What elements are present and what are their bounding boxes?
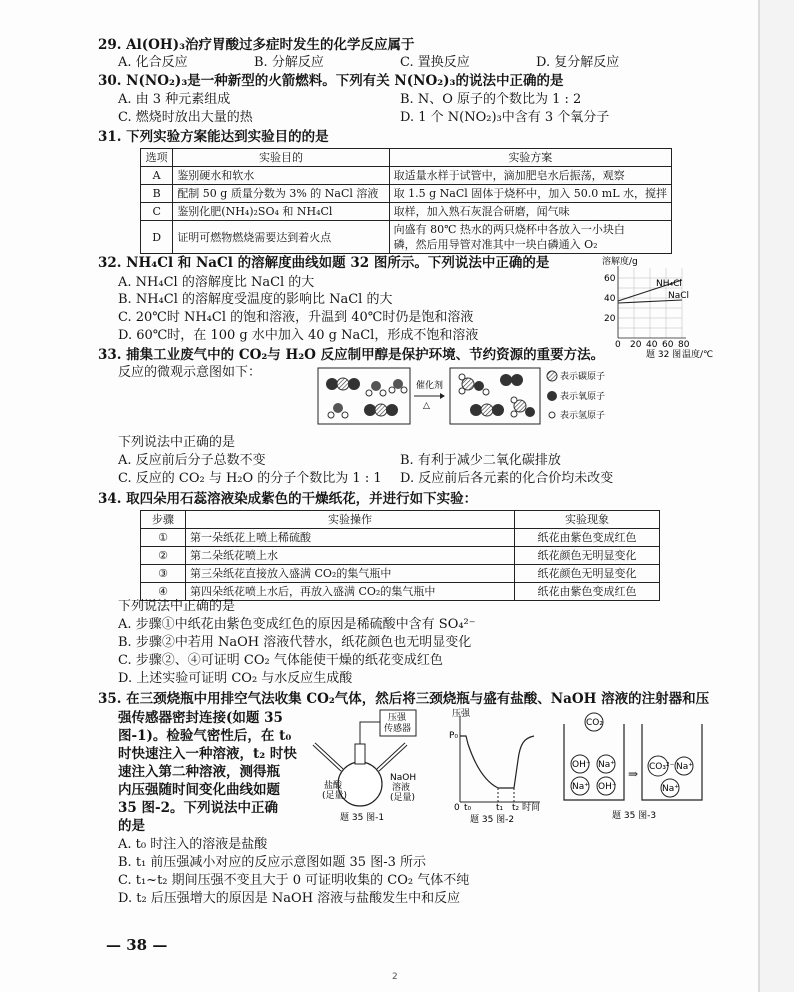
q35-right-label3: (足量) — [390, 793, 416, 803]
q35-ion-oh-label: OH⁻ — [598, 782, 617, 792]
q32-ytick: 40 — [604, 294, 616, 304]
q35-ion-co3-label: CO₃²⁻ — [649, 762, 675, 772]
page-number: — 38 — — [106, 936, 168, 954]
q34-option-b: B. 步骤②中若用 NaOH 溶液代替水，纸花颜色也无明显变化 — [118, 635, 472, 650]
q31-cell-plan: 取适量水样于试管中，滴加肥皂水后振荡，观察 — [389, 167, 671, 185]
q34-cell-step: ② — [141, 547, 186, 565]
q35-pressure-curve — [460, 736, 534, 788]
q31-cell-plan: 取样，加入熟石灰混合研磨，闻气味 — [389, 203, 671, 221]
q35-stem-line2: 强传感器密封连接(如题 35 — [118, 710, 283, 726]
q32-option-b: B. NH₄Cl 的溶解度受温度的影响比 NaCl 的大 — [118, 292, 393, 307]
q30-option-c: C. 燃烧时放出大量的热 — [118, 110, 253, 125]
q31-cell-goal: 证明可燃物燃烧需要达到着火点 — [173, 221, 389, 254]
q31-cell-plan — [389, 221, 671, 254]
q33-option-a: A. 反应前后分子总数不变 — [118, 453, 266, 468]
q29-option-c: C. 置换反应 — [400, 55, 470, 70]
q30-stem: 30. N(NO₂)₃是一种新型的火箭燃料。下列有关 N(NO₂)₃的说法中正确的是 — [98, 73, 564, 89]
q34-cell-result: 纸花由紫色变成红色 — [515, 529, 660, 547]
q31-stem: 31. 下列实验方案能达到实验目的的是 — [98, 129, 329, 145]
q35-sensor-label2: 传感器 — [384, 724, 412, 734]
q35-option-a: A. t₀ 时注入的溶液是盐酸 — [118, 837, 268, 852]
q35-ion-co2-label: CO₂ — [586, 718, 603, 728]
sheet-number: 2 — [392, 972, 398, 982]
q33-legend-hydrogen-icon — [549, 412, 555, 418]
q33-option-b: B. 有利于减少二氧化碳排放 — [400, 453, 561, 468]
page-edge-shadow — [758, 0, 794, 992]
q32-xlabel: 温度/℃ — [682, 350, 714, 360]
q33-legend-oxygen: 表示氧原子 — [560, 392, 606, 402]
q31-plan-line1: 向盛有 80℃ 热水的两只烧杯中各放入一小块白 — [393, 223, 625, 236]
q32-xtick: 80 — [678, 340, 690, 350]
q35-option-b: B. t₁ 前压强减小对应的反应示意图如题 35 图-3 所示 — [118, 855, 426, 870]
q33-lead: 下列说法中正确的是 — [118, 435, 236, 450]
q35-graph-t2: t₂ — [512, 803, 520, 813]
q33-legend-hydrogen: 表示氢原子 — [560, 411, 606, 421]
q35-ion-na-label: Na⁺ — [598, 760, 615, 770]
q35-left-label2: (足量) — [322, 791, 348, 801]
q35-ion-na-label: Na⁺ — [676, 762, 693, 772]
q31-header-plan: 实验方案 — [389, 149, 671, 167]
q30-option-b: B. N、O 原子的个数比为 1 : 2 — [400, 92, 582, 107]
q29-option-d: D. 复分解反应 — [536, 55, 620, 70]
q29-option-a: A. 化合反应 — [118, 55, 188, 70]
q33-legend-oxygen-icon — [547, 391, 557, 401]
q35-graph-t1: t₁ — [496, 803, 504, 813]
q32-xtick: 0 — [615, 340, 621, 350]
q31-table — [140, 148, 672, 254]
q35-stem-line5: 速注入第二种溶液，测得瓶 — [118, 764, 280, 780]
q32-stem: 32. NH₄Cl 和 NaCl 的溶解度曲线如题 32 图所示。下列说法中正确的是 — [98, 255, 550, 271]
q33-option-d: D. 反应前后各元素的化合价均未改变 — [400, 471, 614, 486]
q35-sensor-label1: 压强 — [388, 713, 407, 723]
q34-option-d: D. 上述实验可证明 CO₂ 与水反应生成酸 — [118, 671, 353, 686]
q34-cell-step: ④ — [141, 583, 186, 601]
q34-option-a: A. 步骤①中纸花由紫色变成红色的原因是稀硫酸中含有 SO₄²⁻ — [118, 617, 476, 632]
q32-xtick: 20 — [630, 340, 642, 350]
q32-xtick: 60 — [662, 340, 674, 350]
q29-option-b: B. 分解反应 — [254, 55, 324, 70]
q35-graph-p0: P₀ — [449, 731, 459, 741]
q34-cell-result: 纸花颜色无明显变化 — [515, 565, 660, 583]
q34-header-step: 步骤 — [141, 511, 186, 529]
q35-ion-oh-label: OH⁻ — [572, 760, 591, 770]
q33-reaction-diagram — [316, 364, 620, 430]
q33-reactant-molecules — [326, 378, 407, 418]
q34-option-c: C. 步骤②、④可证明 CO₂ 气体能使干燥的纸花变成红色 — [118, 653, 443, 668]
q32-option-d: D. 60℃时，在 100 g 水中加入 40 g NaCl，形成不饱和溶液 — [118, 328, 479, 343]
q33-stem-line2: 反应的微观示意图如下： — [118, 365, 262, 380]
q33-heat-label: △ — [423, 401, 430, 411]
q35-stem-line3: 图-1)。检验气密性后，在 t₀ — [118, 728, 292, 744]
q31-cell-option: C — [141, 203, 173, 221]
q34-cell-operation: 第一朵纸花上喷上稀硫酸 — [186, 529, 515, 547]
q31-cell-option: A — [141, 167, 173, 185]
q35-graph-origin: 0 — [454, 803, 460, 813]
q35-graph-xlabel: 时间 — [522, 803, 541, 813]
q35-ion-na-label: Na⁺ — [662, 784, 679, 794]
q33-arrow-head — [440, 393, 445, 399]
q35-ion-diagram — [558, 710, 708, 822]
q31-cell-goal: 配制 50 g 质量分数为 3% 的 NaCl 溶液 — [173, 185, 389, 203]
q31-cell-goal: 鉴别化肥(NH₄)₂SO₄ 和 NH₄Cl — [173, 203, 389, 221]
q34-cell-operation: 第四朵纸花喷上水后，再放入盛满 CO₂的集气瓶中 — [186, 583, 515, 601]
q35-ion-na-label: Na⁺ — [572, 782, 589, 792]
q35-option-d: D. t₂ 后压强增大的原因是 NaOH 溶液与盐酸发生中和反应 — [118, 891, 461, 906]
q34-cell-step: ③ — [141, 565, 186, 583]
q34-cell-step: ① — [141, 529, 186, 547]
q31-cell-plan: 取 1.5 g NaCl 固体于烧杯中，加入 50.0 mL 水，搅拌 — [389, 185, 671, 203]
q33-legend-carbon: 表示碳原子 — [560, 372, 606, 382]
q35-option-c: C. t₁~t₂ 期间压强不变且大于 0 可证明收集的 CO₂ 气体不纯 — [118, 873, 470, 888]
q35-flask-neck — [355, 744, 365, 764]
q32-ylabel: 溶解度/g — [602, 257, 638, 267]
q31-plan-line2: 磷，然后用导管对准其中一块白磷通入 O₂ — [393, 238, 598, 251]
q34-header-result: 实验现象 — [515, 511, 660, 529]
q33-product-molecules — [459, 374, 535, 417]
q35-apparatus-figure — [296, 708, 424, 824]
q33-catalyst-label: 催化剂 — [416, 381, 444, 391]
q34-cell-result: 纸花颜色无明显变化 — [515, 547, 660, 565]
q35-stem-line4: 时快速注入一种溶液，t₂ 时快 — [118, 746, 297, 762]
q32-option-c: C. 20℃时 NH₄Cl 的饱和溶液，升温到 40℃时仍是饱和溶液 — [118, 310, 474, 325]
q32-caption: 题 32 图 — [646, 350, 682, 360]
q35-fig2-caption: 题 35 图-2 — [470, 815, 515, 825]
q35-arrow-icon: ⇒ — [628, 767, 639, 781]
q35-graph-t0: t₀ — [464, 803, 472, 813]
q32-nacl-label: NaCl — [668, 291, 690, 301]
q34-lead: 下列说法中正确的是 — [118, 599, 236, 614]
q34-header-operation: 实验操作 — [186, 511, 515, 529]
q31-cell-goal: 鉴别硬水和软水 — [173, 167, 389, 185]
q35-right-label2: 溶液 — [392, 783, 411, 793]
q32-solubility-figure — [598, 254, 714, 366]
q35-stem-line6: 内压强随时间变化曲线如题 — [118, 782, 280, 798]
q33-option-c: C. 反应的 CO₂ 与 H₂O 的分子个数比为 1 : 1 — [118, 471, 382, 486]
q33-stem-line1: 33. 捕集工业废气中的 CO₂与 H₂O 反应制甲醇是保护环境、节约资源的重要方法。 — [98, 347, 605, 363]
q34-table — [140, 510, 660, 601]
q34-stem: 34. 取四朵用石蕊溶液染成紫色的干燥纸花，并进行如下实验： — [98, 491, 478, 507]
q35-right-label1: NaOH — [390, 773, 417, 783]
q30-option-d: D. 1 个 N(NO₂)₃中含有 3 个氧分子 — [400, 110, 610, 125]
q32-ytick: 60 — [604, 274, 616, 284]
q35-fig1-caption: 题 35 图-1 — [340, 813, 385, 823]
q35-stem-line1: 35. 在三颈烧瓶中用排空气法收集 CO₂气体，然后将三颈烧瓶与盛有盐酸、NaOH 溶液的注射器和压 — [98, 691, 710, 707]
q31-cell-option: B — [141, 185, 173, 203]
q33-legend-carbon-icon — [547, 371, 557, 381]
q35-graph-ylabel: 压强 — [452, 709, 471, 719]
q32-ytick: 20 — [604, 314, 616, 324]
q31-header-option: 选项 — [141, 149, 173, 167]
q32-xtick: 40 — [646, 340, 658, 350]
q30-option-a: A. 由 3 种元素组成 — [118, 92, 231, 107]
q32-option-a: A. NH₄Cl 的溶解度比 NaCl 的大 — [118, 275, 315, 290]
q31-cell-option: D — [141, 221, 173, 254]
q31-header-goal: 实验目的 — [173, 149, 389, 167]
q35-stem-line7: 35 图-2。下列说法中正确 — [118, 800, 278, 816]
q35-fig3-caption: 题 35 图-3 — [612, 811, 657, 821]
q29-stem: 29. Al(OH)₃治疗胃酸过多症时发生的化学反应属于 — [98, 37, 415, 53]
q34-cell-operation: 第三朵纸花直接放入盛满 CO₂的集气瓶中 — [186, 565, 515, 583]
q35-stem-line8: 的是 — [118, 818, 145, 834]
q35-left-label1: 盐酸 — [324, 781, 343, 791]
q35-pressure-graph — [446, 708, 546, 824]
q34-cell-operation: 第二朵纸花喷上水 — [186, 547, 515, 565]
q32-nh4cl-label: NH₄Cl — [656, 279, 682, 289]
q34-cell-result: 纸花由紫色变成红色 — [515, 583, 660, 601]
